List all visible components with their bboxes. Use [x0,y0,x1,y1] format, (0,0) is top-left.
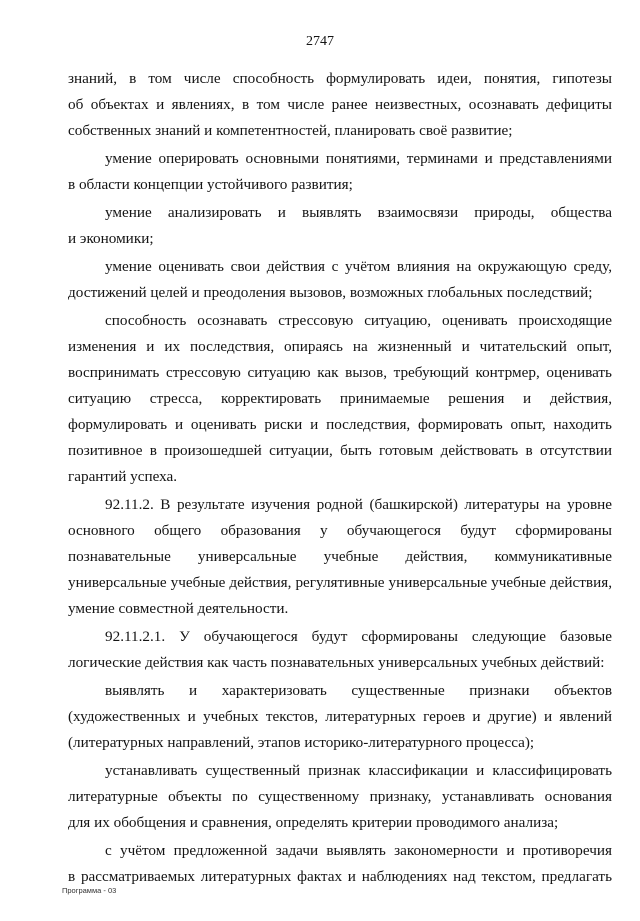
text-line: выявлять и характеризовать существенные признаки объектов [105,682,612,699]
text-line: формулировать и оценивать риски и последствия, формировать опыт, находить [68,416,612,433]
text-line: (литературных направлений, этапов историко-литературного процесса); [68,734,535,751]
footer-program-label: Программа - 03 [62,886,117,895]
text-line: для их обобщения и сравнения, определять критерии проводимого анализа; [68,814,559,831]
paragraph-p1 [68,66,612,144]
text-line: в области концепции устойчивого развития; [68,176,353,193]
text-line: логические действия как часть познавательных универсальных учебных действий: [68,654,605,671]
text-line: воспринимать стрессовую ситуацию как вызов, требующий контрмер, оценивать [68,364,612,381]
paragraph-p3 [68,200,612,252]
text-line: и экономики; [68,230,154,247]
text-line: позитивное в произошедшей ситуации, быть готовым действовать в отсутствии [68,442,612,459]
paragraph-p4 [68,254,612,306]
text-line: знаний, в том числе способность формулировать идеи, понятия, гипотезы [68,70,612,87]
text-line: умение совместной деятельности. [68,600,289,617]
text-line: гарантий успеха. [68,468,178,485]
text-line: ситуацию стресса, корректировать принимаемые решения и действия, [68,390,612,407]
text-line: устанавливать существенный признак классификации и классифицировать [105,762,612,779]
paragraph-p8 [68,678,612,756]
text-line: 92.11.2. В результате изучения родной (башкирской) литературы на уровне [105,496,612,513]
text-line: литературные объекты по существенному признаку, устанавливать основания [68,788,612,805]
paragraph-p5 [68,308,612,490]
paragraph-p10 [68,838,612,890]
text-line: способность осознавать стрессовую ситуацию, оценивать происходящие [105,312,612,329]
text-line: в рассматриваемых литературных фактах и наблюдениях над текстом, предлагать [68,868,612,885]
paragraph-p2 [68,146,612,198]
paragraph-p9 [68,758,612,836]
text-line: изменения и их последствия, опираясь на жизненный и читательский опыт, [68,338,612,355]
text-line: основного общего образования у обучающегося будут сформированы [68,522,612,539]
paragraph-p7 [68,624,612,676]
document-body [68,66,612,890]
paragraph-p6 [68,492,612,622]
page-number: 2747 [306,34,334,49]
text-line: 92.11.2.1. У обучающегося будут сформированы следующие базовые [105,628,612,645]
text-line: достижений целей и преодоления вызовов, возможных глобальных последствий; [68,284,593,301]
text-line: познавательные универсальные учебные действия, коммуникативные [68,548,612,565]
text-line: умение оперировать основными понятиями, терминами и представлениями [105,150,612,167]
text-line: собственных знаний и компетентностей, планировать своё развитие; [68,122,513,139]
text-line: с учётом предложенной задачи выявлять закономерности и противоречия [105,842,612,859]
text-line: (художественных и учебных текстов, литературных героев и другие) и явлений [68,708,612,725]
text-line: умение оценивать свои действия с учётом влияния на окружающую среду, [105,258,612,275]
text-line: об объектах и явлениях, в том числе ранее неизвестных, осознавать дефициты [68,96,612,113]
text-line: универсальные учебные действия, регулятивные универсальные учебные действия, [68,574,612,591]
text-line: умение анализировать и выявлять взаимосвязи природы, общества [105,204,612,221]
